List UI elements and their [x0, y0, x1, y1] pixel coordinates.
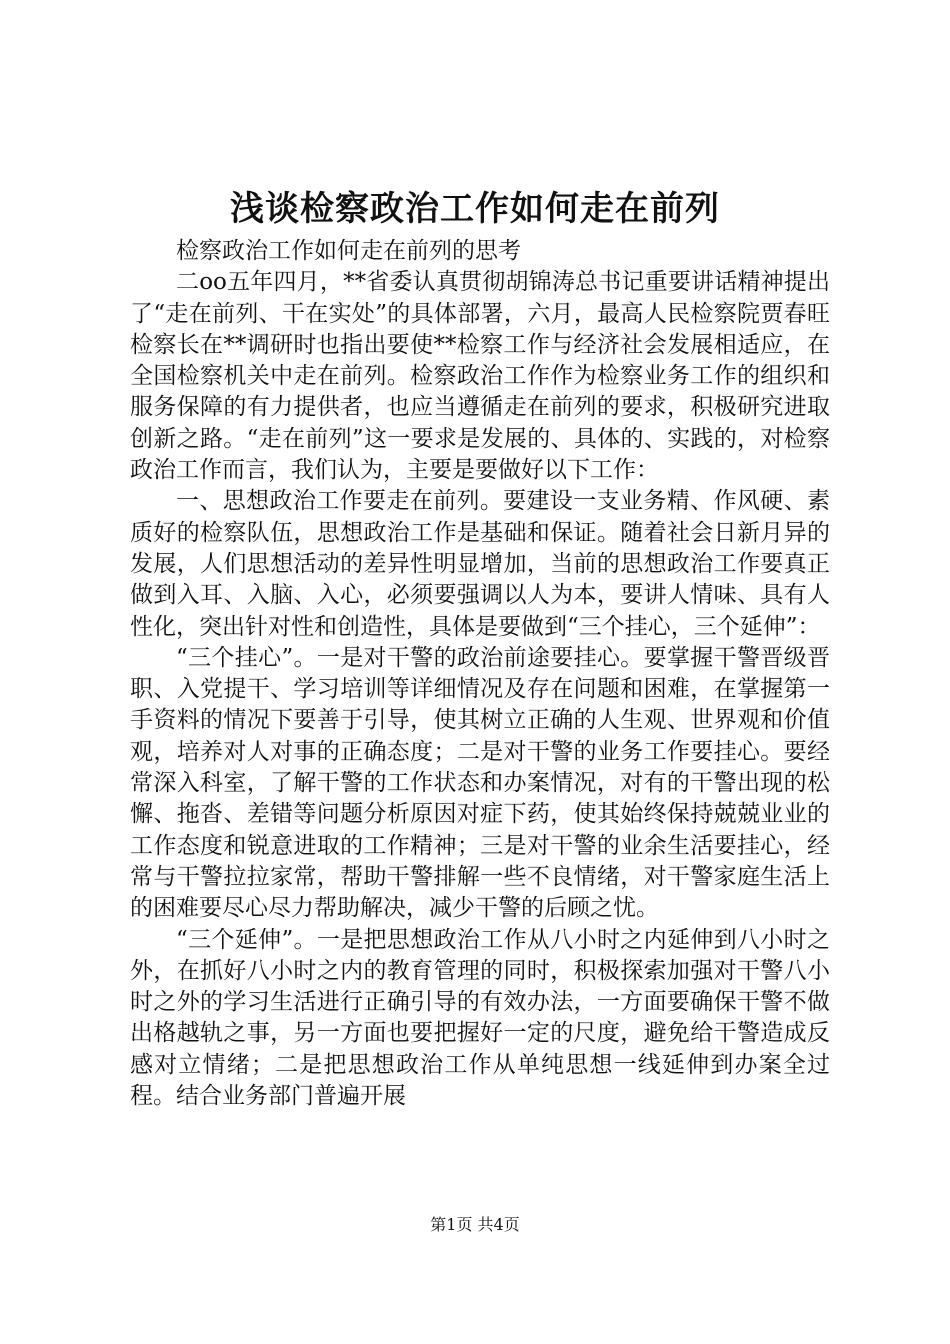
document-body [130, 236, 830, 1112]
paragraph: “三个延伸”。一是把思想政治工作从八小时之内延伸到八小时之外，在抓好八小时之内的教育管理的同时，积极探索加强对干警八小时之外的学习生活进行正确引导的有效办法，一方面要确保干警不做出格越轨之事，另一方面也要把握好一定的尺度，避免给干警造成反感对立情绪；二是把思想政治工作从单纯思想一线延伸到办案全过程。结合业务部门普遍开展 [130, 926, 830, 1110]
paragraph-subtitle: 检察政治工作如何走在前列的思考 [176, 238, 521, 264]
paragraph: 一、思想政治工作要走在前列。要建设一支业务精、作风硬、素质好的检察队伍，思想政治工作是基础和保证。随着社会日新月异的发展，人们思想活动的差异性明显增加，当前的思想政治工作要真正做到入耳、入脑、入心，必须要强调以人为本，要讲人情味、具有人性化，突出针对性和创造性，具体是要做到“三个挂心，三个延伸”： [130, 488, 830, 640]
paragraph: 二oo五年四月，**省委认真贯彻胡锦涛总书记重要讲话精神提出了“走在前列、干在实处”的具体部署，六月，最高人民检察院贾春旺检察长在**调研时也指出要使**检察工作与经济社会发展相适应，在全国检察机关中走在前列。检察政治工作作为检察业务工作的组织和服务保障的有力提供者，也应当遵循走在前列的要求，积极研究进取创新之路。“走在前列”这一要求是发展的、具体的、实践的，对检察政治工作而言，我们认为，主要是要做好以下工作： [130, 269, 830, 484]
page-number-footer: 第1页 共4页 [430, 1215, 520, 1234]
document-title: 浅谈检察政治工作如何走在前列 [230, 189, 720, 229]
paragraph: “三个挂心”。一是对干警的政治前途要挂心。要掌握干警晋级晋职、入党提干、学习培训等详细情况及存在问题和困难，在掌握第一手资料的情况下要善于引导，使其树立正确的人生观、世界观和价值观，培养对人对事的正确态度；二是对干警的业务工作要挂心。要经常深入科室，了解干警的工作状态和办案情况，对有的干警出现的松懈、拖沓、差错等问题分析原因对症下药，使其始终保持兢兢业业的工作态度和锐意进取的工作精神；三是对干警的业余生活要挂心，经常与干警拉拉家常，帮助干警排解一些不良情绪，对干警家庭生活上的困难要尽心尽力帮助解决，减少干警的后顾之忧。 [130, 644, 830, 922]
